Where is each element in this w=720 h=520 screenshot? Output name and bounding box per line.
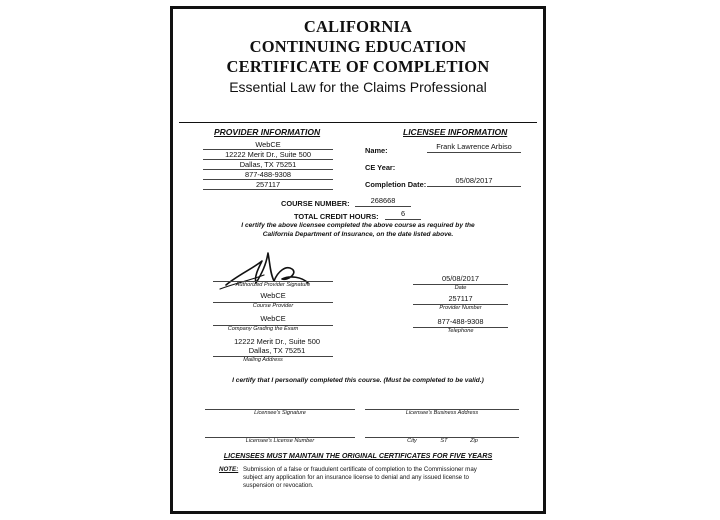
ce-year-value — [427, 159, 521, 169]
credit-hours-label: TOTAL CREDIT HOURS: — [294, 212, 379, 221]
provider-number: 257117 — [203, 180, 333, 190]
completion-date-value: 05/08/2017 — [427, 176, 521, 187]
title-line-2: CONTINUING EDUCATION — [249, 37, 467, 56]
credit-hours-value: 6 — [385, 209, 421, 220]
provider-name: WebCE — [203, 140, 333, 150]
sign-date-value: 05/08/2017 — [442, 274, 479, 283]
certificate — [170, 6, 546, 514]
provider-number-caption: Provider Number — [439, 305, 482, 311]
provider-street: 12222 Merit Dr., Suite 500 — [203, 150, 333, 160]
st-caption: ST — [440, 438, 448, 444]
mailing-address-caption: Mailing Address — [243, 357, 283, 363]
zip-caption: Zip — [470, 438, 478, 444]
provider-certify-line-2: California Department of Insurance, on the date listed above. — [262, 231, 454, 238]
business-address-caption: Licensee's Business Address — [405, 410, 479, 416]
title-line-1: CALIFORNIA — [303, 17, 413, 36]
note-line-1: Submission of a false or fraudulent certificate of completion to the Commissioner may — [243, 466, 477, 473]
completion-date-label: Completion Date: — [365, 180, 427, 189]
course-number-label: COURSE NUMBER: — [281, 199, 350, 208]
provider-certify-line-1: I certify the above licensee completed the above course as required by the — [241, 222, 475, 229]
ce-year-label: CE Year: — [365, 163, 396, 172]
maintain-notice: LICENSEES MUST MAINTAIN THE ORIGINAL CERTIFICATES FOR FIVE YEARS — [223, 451, 493, 460]
provider-heading: PROVIDER INFORMATION — [214, 127, 321, 137]
title-line-3: CERTIFICATE OF COMPLETION — [226, 57, 490, 76]
mailing-address-line-2: Dallas, TX 75251 — [248, 346, 306, 355]
telephone-value: 877-488-9308 — [437, 317, 484, 326]
mailing-address-line-1: 12222 Merit Dr., Suite 500 — [234, 337, 320, 346]
license-number-caption: Licensee's License Number — [245, 438, 315, 444]
note-line-3: suspension or revocation. — [243, 482, 314, 489]
course-provider-caption: Course Provider — [252, 303, 294, 309]
name-value: Frank Lawrence Arbiso — [427, 142, 521, 153]
course-title: Essential Law for the Claims Professional — [229, 79, 487, 95]
provider-number-value: 257117 — [448, 294, 473, 303]
telephone-caption: Telephone — [447, 328, 474, 334]
city-caption: City — [407, 438, 417, 444]
provider-phone: 877-488-9308 — [203, 170, 333, 180]
name-label: Name: — [365, 146, 388, 155]
provider-signature-caption: Authorized Provider Signature — [235, 282, 311, 288]
provider-block — [203, 140, 333, 190]
provider-city: Dallas, TX 75251 — [203, 160, 333, 170]
course-number-value: 268668 — [355, 196, 411, 207]
licensee-signature-caption: Licensee's Signature — [254, 410, 306, 416]
note-label: NOTE: — [219, 466, 239, 473]
licensee-heading: LICENSEE INFORMATION — [403, 127, 508, 137]
note-line-2: subject any application for an insurance license to denial and any issued license to — [243, 474, 469, 481]
grading-company-caption: Company Grading the Exam — [227, 326, 299, 332]
course-provider-value: WebCE — [260, 291, 286, 300]
licensee-certify-text: I certify that I personally completed this course. (Must be completed to be valid.) — [232, 377, 484, 384]
header-divider — [179, 122, 537, 123]
grading-company-value: WebCE — [260, 314, 286, 323]
sign-date-caption: Date — [454, 285, 467, 291]
